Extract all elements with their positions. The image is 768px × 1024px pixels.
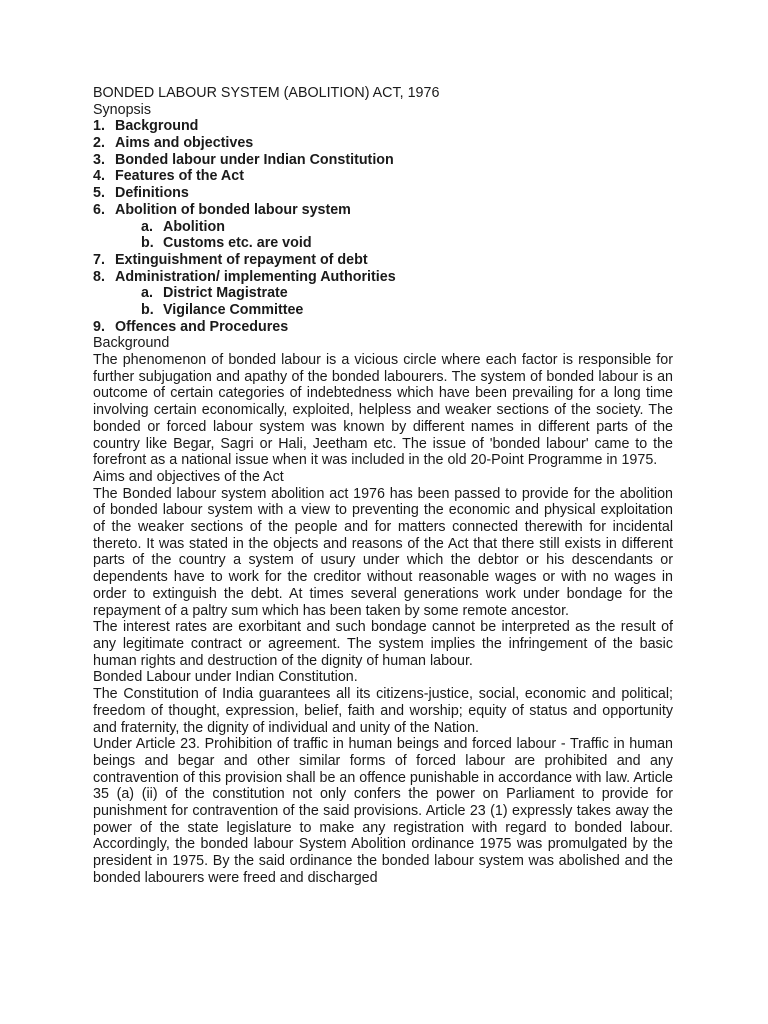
background-paragraph: The phenomenon of bonded labour is a vicious circle where each factor is responsible for further subjugation and apathy of the bonded labourers. The system of bonded labour is an outcome of certain categories of indebtedness which have been prevailing for a long time involving certain economically, exploited, helpless and weaker sections of the society. The bonded or forced labour system was known by different names in different parts of the country like Begar, Sagri or Hali, Jeetham etc. The issue of 'bonded labour' came to the forefront as a national issue when it was included in the old 20-Point Programme in 1975. [93, 352, 673, 469]
synopsis-label: Synopsis [93, 101, 152, 118]
synopsis-item-features: 4. Features of the Act [93, 168, 244, 185]
synopsis-subitem-customs: b. Customs etc. are void [141, 235, 312, 252]
synopsis-item-abolition-system: 6. Abolition of bonded labour system [93, 201, 351, 218]
synopsis-list [93, 118, 673, 335]
synopsis-item-offences: 9. Offences and Procedures [93, 318, 289, 335]
constitution-paragraph-2: Under Article 23. Prohibition of traffic in human beings and forced labour - Traffic in human beings and begar and other similar forms of forced labour are prohibited and any contravention of this provision shall be an offence punishable in accordance with law. Article 35 (a) (ii) of the constitution not only confers the power on Parliament to provide for punishment for contravention of the said provisions. Article 23 (1) expressly takes away the power of the state legislature to make any registration with regard to bonded labour. Accordingly, the bonded labour System Abolition ordinance 1975 was promulgated by the president in 1975. By the said ordinance the bonded labour system was abolished and the bonded labourers were freed and discharged [93, 736, 673, 886]
section-heading-constitution: Bonded Labour under Indian Constitution. [93, 669, 358, 686]
synopsis-item-constitution: 3. Bonded labour under Indian Constitution [93, 151, 394, 168]
synopsis-subitem-abolition: a. Abolition [141, 218, 225, 235]
synopsis-item-definitions: 5. Definitions [93, 185, 189, 202]
synopsis-subitem-vigilance: b. Vigilance Committee [141, 301, 304, 318]
synopsis-item-administration: 8. Administration/ implementing Authorities [93, 268, 396, 285]
synopsis-subitem-district-magistrate: a. District Magistrate [141, 285, 288, 302]
synopsis-item-extinguishment: 7. Extinguishment of repayment of debt [93, 251, 368, 268]
document-page [93, 85, 673, 887]
aims-paragraph-1: The Bonded labour system abolition act 1976 has been passed to provide for the abolition of bonded labour system with a view to preventing the economic and physical exploitation of the weaker sections of the people and for matters connected therewith for incidental thereto. It was stated in the objects and reasons of the Act that there still exists in different parts of the country a system of usury under which the debtor or his descendants or dependents have to work for the creditor without reasonable wages or with no wages in order to extinguish the debt. At times several generations work under bondage for the repayment of a paltry sum which has been taken by some remote ancestor. [93, 485, 673, 619]
section-heading-background: Background [93, 335, 170, 352]
section-heading-aims: Aims and objectives of the Act [93, 468, 284, 485]
aims-paragraph-2: The interest rates are exorbitant and such bondage cannot be interpreted as the result of any legitimate contract or agreement. The system implies the infringement of the basic human rights and destruction of the dignity of human labour. [93, 619, 673, 669]
document-title: BONDED LABOUR SYSTEM (ABOLITION) ACT, 1976 [93, 85, 440, 101]
synopsis-item-aims: 2. Aims and objectives [93, 135, 254, 152]
synopsis-item-background: 1. Background [93, 118, 199, 135]
constitution-paragraph-1: The Constitution of India guarantees all its citizens-justice, social, economic and political; freedom of thought, expression, belief, faith and worship; equity of status and opportunity and fraternity, the dignity of individual and unity of the Nation. [93, 686, 673, 736]
